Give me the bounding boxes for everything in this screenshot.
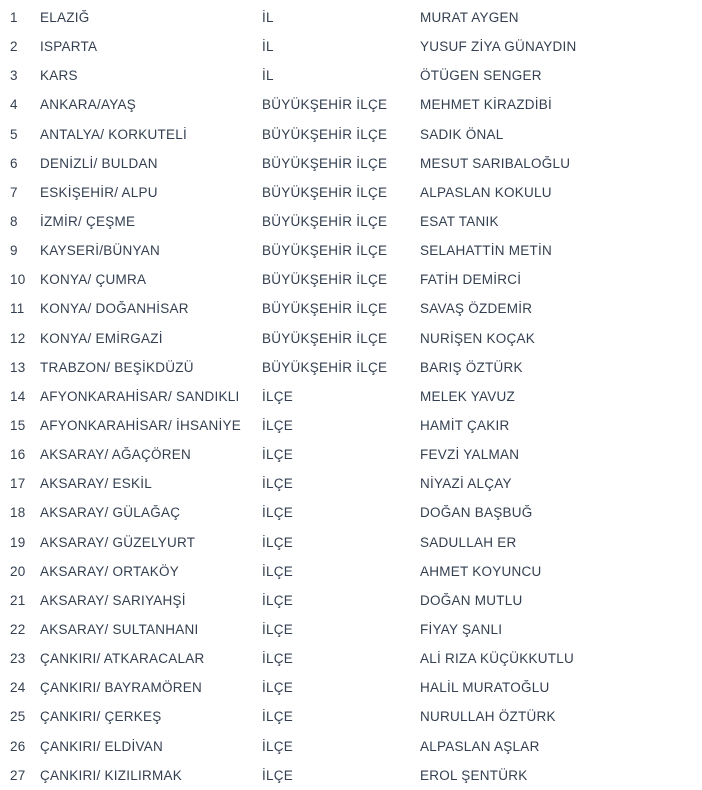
table-row [0, 673, 702, 702]
person-name-cell: SADULLAH ER [420, 534, 517, 550]
type-cell: BÜYÜKŞEHİR İLÇE [262, 243, 388, 259]
table-row [0, 732, 702, 761]
location-cell: İZMİR/ ÇEŞME [40, 214, 136, 230]
table-row [0, 265, 702, 294]
table-row [0, 615, 702, 644]
row-number: 23 [10, 651, 26, 667]
row-number: 9 [10, 243, 18, 259]
person-name-cell: SADIK ÖNAL [420, 126, 504, 142]
person-name-cell: HAMİT ÇAKIR [420, 418, 510, 434]
row-number: 18 [10, 505, 26, 521]
location-cell: ÇANKIRI/ ÇERKEŞ [40, 709, 162, 725]
person-name-cell: MELEK YAVUZ [420, 388, 516, 404]
row-number: 12 [10, 330, 26, 346]
type-cell: İLÇE [262, 622, 294, 638]
type-cell: İLÇE [262, 505, 294, 521]
person-name-cell: NURİŞEN KOÇAK [420, 330, 536, 346]
person-name-cell: ÖTÜGEN SENGER [420, 68, 542, 84]
row-number: 2 [10, 39, 18, 55]
row-number: 19 [10, 534, 26, 550]
type-cell: İL [262, 39, 274, 55]
type-cell: İLÇE [262, 651, 294, 667]
type-cell: BÜYÜKŞEHİR İLÇE [262, 184, 388, 200]
location-cell: ESKİŞEHİR/ ALPU [40, 184, 158, 200]
table-row [0, 178, 702, 207]
table-row [0, 644, 702, 673]
location-cell: AFYONKARAHİSAR/ SANDIKLI [40, 388, 240, 404]
person-name-cell: AHMET KOYUNCU [420, 563, 542, 579]
person-name-cell: MEHMET KİRAZDİBİ [420, 97, 553, 113]
location-cell: AKSARAY/ GÜZELYURT [40, 534, 196, 550]
table-row [0, 3, 702, 32]
row-number: 17 [10, 476, 26, 492]
table-row [0, 702, 702, 731]
table-row [0, 440, 702, 469]
table-row [0, 324, 702, 353]
location-cell: ÇANKIRI/ KIZILIRMAK [40, 767, 183, 783]
type-cell: BÜYÜKŞEHİR İLÇE [262, 359, 388, 375]
person-name-cell: ESAT TANIK [420, 214, 499, 230]
table-row [0, 32, 702, 61]
row-number: 5 [10, 126, 18, 142]
location-cell: AKSARAY/ ESKİL [40, 476, 153, 492]
person-name-cell: YUSUF ZİYA GÜNAYDIN [420, 39, 577, 55]
location-cell: AKSARAY/ SARIYAHŞİ [40, 592, 186, 608]
table-row [0, 61, 702, 90]
location-cell: TRABZON/ BEŞİKDÜZÜ [40, 359, 194, 375]
location-cell: KARS [40, 68, 78, 84]
location-cell: KONYA/ ÇUMRA [40, 272, 147, 288]
person-name-cell: MURAT AYGEN [420, 10, 519, 26]
row-number: 13 [10, 359, 26, 375]
person-name-cell: NURULLAH ÖZTÜRK [420, 709, 556, 725]
type-cell: BÜYÜKŞEHİR İLÇE [262, 272, 388, 288]
row-number: 27 [10, 767, 26, 783]
person-name-cell: FATİH DEMİRCİ [420, 272, 522, 288]
type-cell: BÜYÜKŞEHİR İLÇE [262, 214, 388, 230]
type-cell: İLÇE [262, 680, 294, 696]
type-cell: BÜYÜKŞEHİR İLÇE [262, 301, 388, 317]
table-row [0, 120, 702, 149]
type-cell: İL [262, 68, 274, 84]
person-name-cell: BARIŞ ÖZTÜRK [420, 359, 523, 375]
location-cell: ISPARTA [40, 39, 98, 55]
person-name-cell: MESUT SARIBALOĞLU [420, 155, 571, 171]
row-number: 6 [10, 155, 18, 171]
table-row [0, 586, 702, 615]
person-name-cell: ALPASLAN AŞLAR [420, 738, 540, 754]
row-number: 15 [10, 418, 26, 434]
table-row [0, 294, 702, 323]
row-number: 14 [10, 388, 26, 404]
row-number: 3 [10, 68, 18, 84]
type-cell: İLÇE [262, 563, 294, 579]
type-cell: İLÇE [262, 447, 294, 463]
person-name-cell: EROL ŞENTÜRK [420, 767, 528, 783]
table-row [0, 353, 702, 382]
type-cell: İLÇE [262, 418, 294, 434]
type-cell: İLÇE [262, 767, 294, 783]
type-cell: İLÇE [262, 592, 294, 608]
person-name-cell: ALPASLAN KOKULU [420, 184, 552, 200]
row-number: 1 [10, 10, 18, 26]
type-cell: İLÇE [262, 476, 294, 492]
type-cell: İLÇE [262, 534, 294, 550]
table-row [0, 236, 702, 265]
location-cell: DENİZLİ/ BULDAN [40, 155, 158, 171]
person-name-cell: SAVAŞ ÖZDEMİR [420, 301, 533, 317]
table-row [0, 528, 702, 557]
location-cell: AKSARAY/ ORTAKÖY [40, 563, 180, 579]
type-cell: BÜYÜKŞEHİR İLÇE [262, 330, 388, 346]
table-row [0, 469, 702, 498]
row-number: 7 [10, 184, 18, 200]
location-cell: ANTALYA/ KORKUTELİ [40, 126, 188, 142]
row-number: 11 [10, 301, 25, 317]
location-cell: KONYA/ EMİRGAZİ [40, 330, 163, 346]
location-cell: ÇANKIRI/ ELDİVAN [40, 738, 164, 754]
person-name-cell: HALİL MURATOĞLU [420, 680, 550, 696]
person-name-cell: ALİ RIZA KÜÇÜKKUTLU [420, 651, 575, 667]
row-number: 22 [10, 622, 26, 638]
location-cell: KONYA/ DOĞANHİSAR [40, 301, 189, 317]
person-name-cell: DOĞAN MUTLU [420, 592, 523, 608]
row-number: 20 [10, 563, 26, 579]
type-cell: İLÇE [262, 738, 294, 754]
row-number: 8 [10, 214, 18, 230]
table-row [0, 557, 702, 586]
person-name-cell: NİYAZİ ALÇAY [420, 476, 512, 492]
row-number: 26 [10, 738, 26, 754]
location-cell: AKSARAY/ AĞAÇÖREN [40, 447, 192, 463]
location-cell: ELAZIĞ [40, 10, 90, 26]
row-number: 16 [10, 447, 26, 463]
location-cell: ÇANKIRI/ BAYRAMÖREN [40, 680, 203, 696]
row-number: 21 [10, 592, 26, 608]
location-cell: KAYSERİ/BÜNYAN [40, 243, 161, 259]
row-number: 24 [10, 680, 26, 696]
location-cell: ANKARA/AYAŞ [40, 97, 137, 113]
row-number: 10 [10, 272, 26, 288]
row-number: 4 [10, 97, 18, 113]
table-row [0, 411, 702, 440]
row-number: 25 [10, 709, 26, 725]
table-row [0, 90, 702, 119]
type-cell: İLÇE [262, 709, 294, 725]
type-cell: BÜYÜKŞEHİR İLÇE [262, 97, 388, 113]
type-cell: İLÇE [262, 388, 294, 404]
person-name-cell: FEVZİ YALMAN [420, 447, 520, 463]
table-row [0, 761, 702, 790]
person-name-cell: SELAHATTİN METİN [420, 243, 553, 259]
person-name-cell: FİYAY ŞANLI [420, 622, 503, 638]
location-cell: AKSARAY/ GÜLAĞAÇ [40, 505, 181, 521]
location-cell: ÇANKIRI/ ATKARACALAR [40, 651, 205, 667]
table-row [0, 207, 702, 236]
location-cell: AFYONKARAHİSAR/ İHSANİYE [40, 418, 242, 434]
table-row [0, 498, 702, 527]
person-name-cell: DOĞAN BAŞBUĞ [420, 505, 533, 521]
type-cell: BÜYÜKŞEHİR İLÇE [262, 126, 388, 142]
type-cell: BÜYÜKŞEHİR İLÇE [262, 155, 388, 171]
table-row [0, 149, 702, 178]
type-cell: İL [262, 10, 274, 26]
location-cell: AKSARAY/ SULTANHANI [40, 622, 199, 638]
table-row [0, 382, 702, 411]
